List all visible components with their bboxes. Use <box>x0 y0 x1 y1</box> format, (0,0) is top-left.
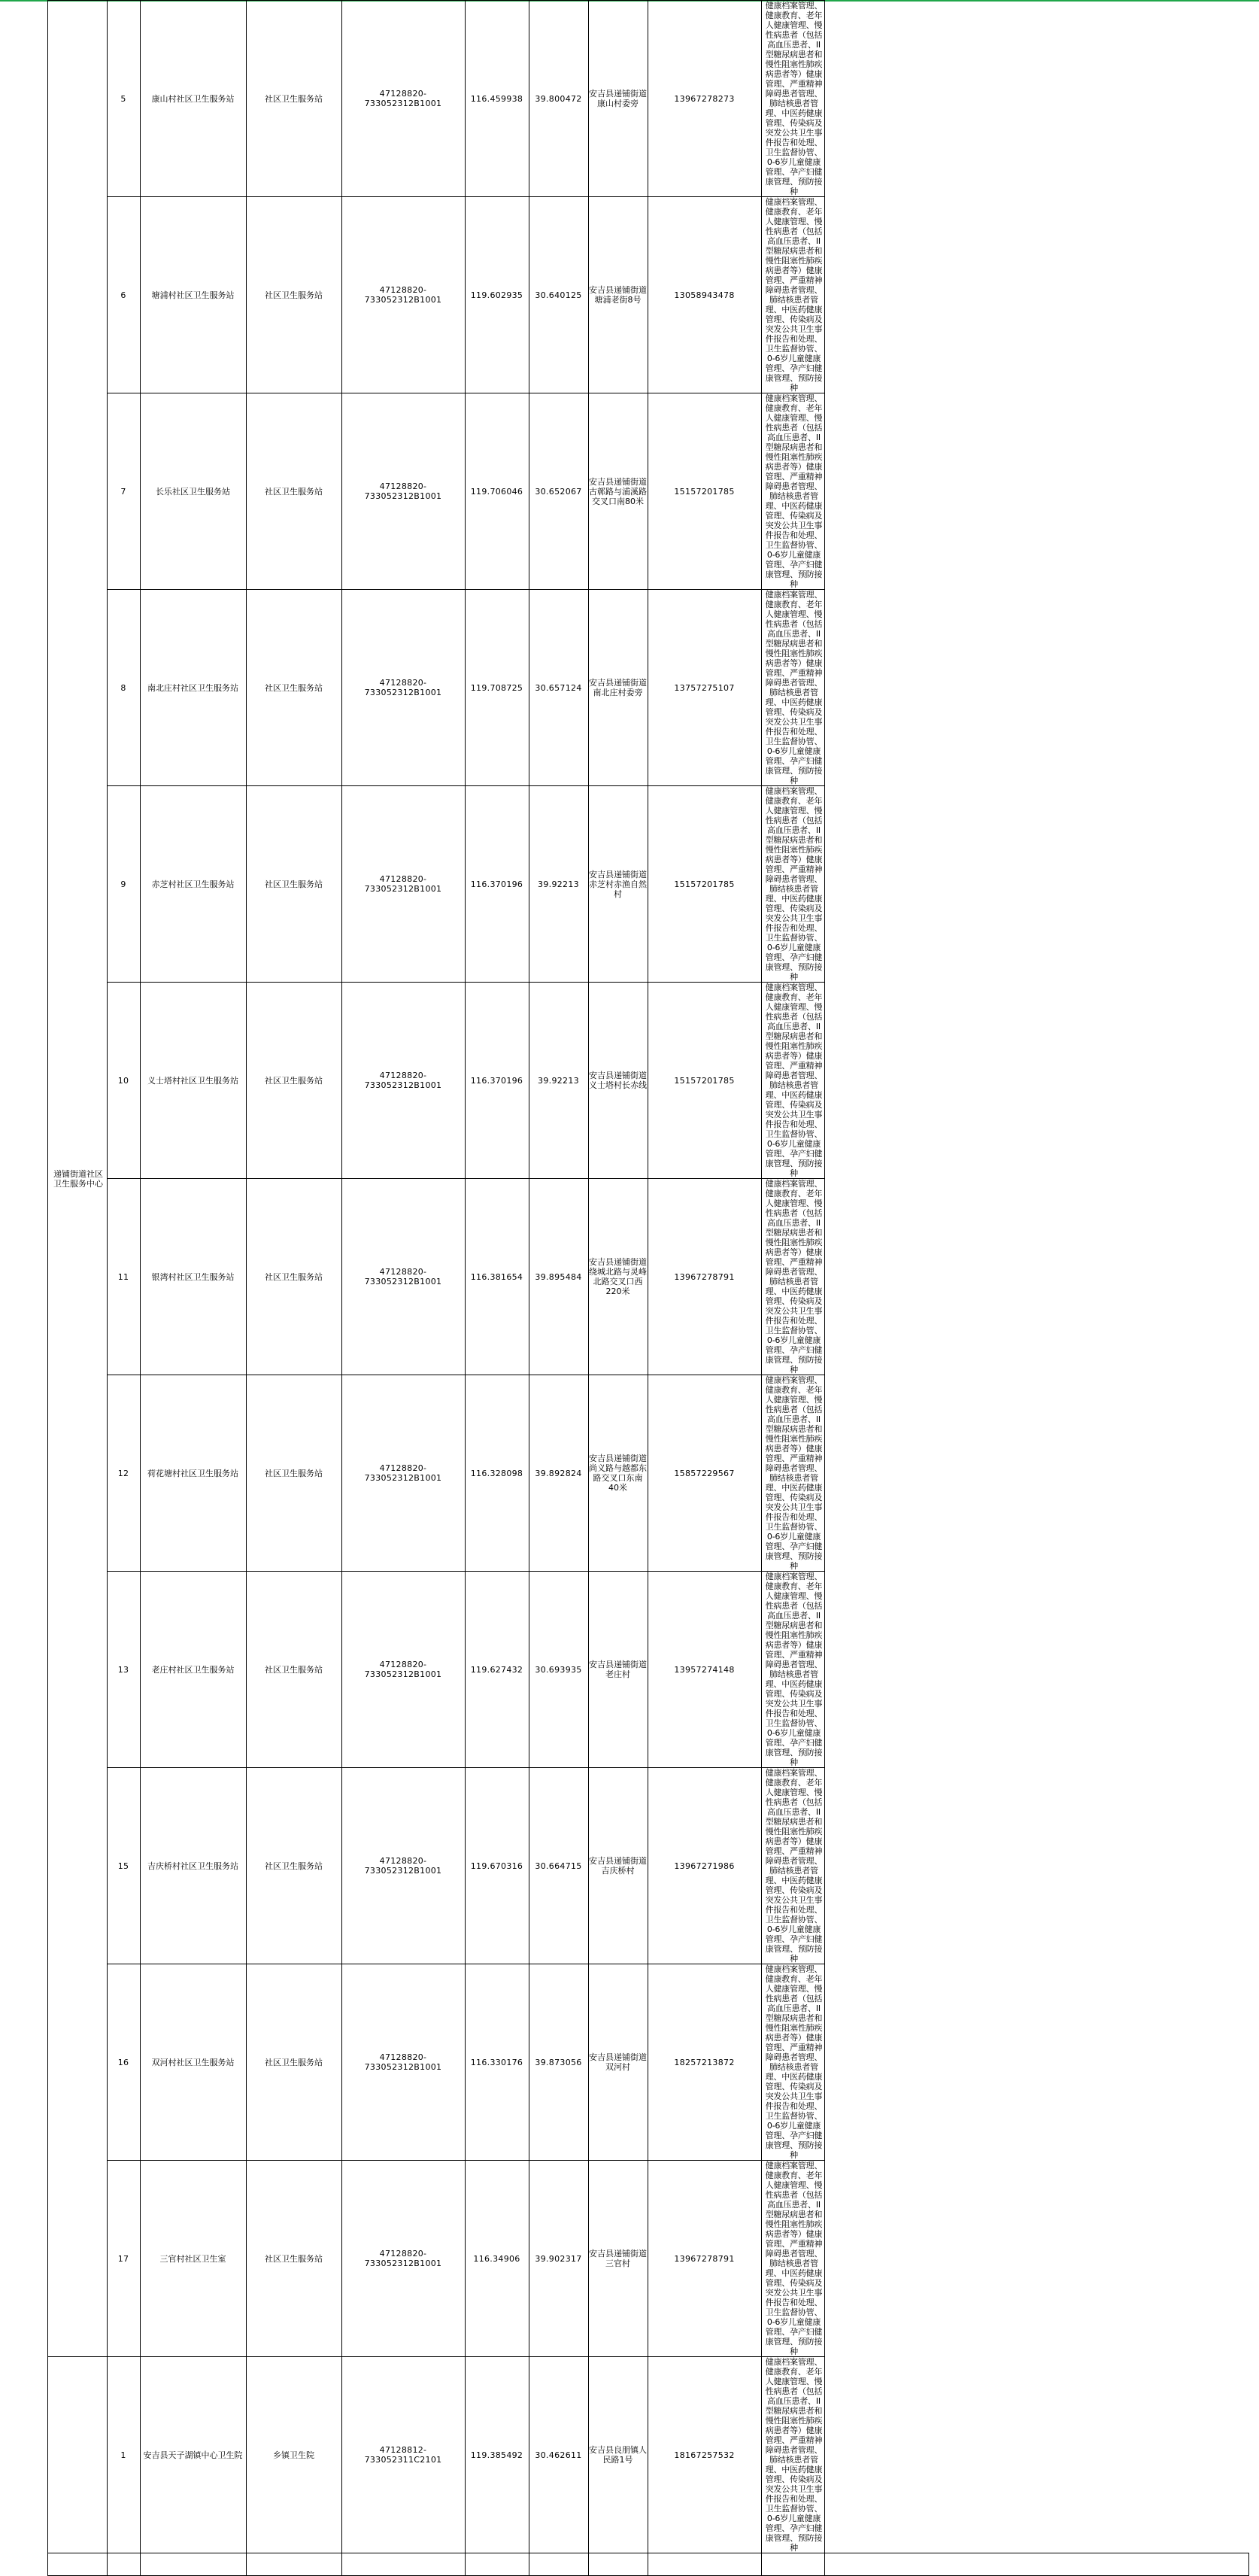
cell-longitude: 119.385492 <box>465 2357 529 2553</box>
cell-longitude: 116.459938 <box>465 1 529 197</box>
row-gutter <box>0 2357 47 2553</box>
cell-type: 社区卫生服务站 <box>246 786 341 983</box>
table-row <box>0 197 1248 393</box>
cell-no: 13 <box>107 1572 140 1768</box>
cell-service-scope: 健康档案管理、健康教育、老年人健康管理、慢性病患者（包括高血压患者、II型糖尿病患者和慢性阻塞性肺疾病患者等）健康管理、严重精神障碍患者管理、肺结核患者管理、中医药健康管理、传染病及突发公共卫生事件报告和处理、卫生监督协管、0-6岁儿童健康管理、孕产妇健康管理、预防接种 <box>761 1375 824 1572</box>
cell-code: 47128820-733052312B1001 <box>341 2161 465 2357</box>
cell-no: 9 <box>107 786 140 983</box>
cell-name: 赤芝村社区卫生服务站 <box>140 786 246 983</box>
row-gutter <box>0 2553 47 2576</box>
cell-type: 乡镇卫生院 <box>246 2357 341 2553</box>
cell-longitude: 119.627432 <box>465 1572 529 1768</box>
cell-phone: 15157201785 <box>648 393 761 590</box>
cell-name: 义士塔村社区卫生服务站 <box>140 983 246 1179</box>
cell-service-scope: 健康档案管理、健康教育、老年人健康管理、慢性病患者（包括高血压患者、II型糖尿病患者和慢性阻塞性肺疾病患者等）健康管理、严重精神障碍患者管理、肺结核患者管理、中医药健康管理、传染病及突发公共卫生事件报告和处理、卫生监督协管、0-6岁儿童健康管理、孕产妇健康管理、预防接种 <box>761 2357 824 2553</box>
cell-service-scope: 健康档案管理、健康教育、老年人健康管理、慢性病患者（包括高血压患者、II型糖尿病患者和慢性阻塞性肺疾病患者等）健康管理、严重精神障碍患者管理、肺结核患者管理、中医药健康管理、传染病及突发公共卫生事件报告和处理、卫生监督协管、0-6岁儿童健康管理、孕产妇健康管理、预防接种 <box>761 1 824 197</box>
cell-latitude: 39.92213 <box>529 786 588 983</box>
cell-no: 6 <box>107 197 140 393</box>
cell-name: 老庄村社区卫生服务站 <box>140 1572 246 1768</box>
cell-service-scope: 健康档案管理、健康教育、老年人健康管理、慢性病患者（包括高血压患者、II型糖尿病患者和慢性阻塞性肺疾病患者等）健康管理、严重精神障碍患者管理、肺结核患者管理、中医药健康管理、传染病及突发公共卫生事件报告和处理、卫生监督协管、0-6岁儿童健康管理、孕产妇健康管理、预防接种 <box>761 1768 824 1964</box>
cell-phone: 18167257532 <box>648 2357 761 2553</box>
cell-address: 安吉县递铺街道尚义路与越都东路交叉口东南40米 <box>588 1375 648 1572</box>
cell-latitude: 39.892824 <box>529 1375 588 1572</box>
empty-cell <box>140 2553 246 2576</box>
table-row <box>0 1375 1248 1572</box>
cell-code: 47128820-733052312B1001 <box>341 1179 465 1375</box>
cell-longitude: 116.370196 <box>465 983 529 1179</box>
cell-latitude: 30.640125 <box>529 197 588 393</box>
empty-cell <box>761 2553 824 2576</box>
cell-code: 47128820-733052312B1001 <box>341 393 465 590</box>
empty-cell <box>529 2553 588 2576</box>
cell-no: 15 <box>107 1768 140 1964</box>
cell-latitude: 30.693935 <box>529 1572 588 1768</box>
cell-no: 12 <box>107 1375 140 1572</box>
cell-service-scope: 健康档案管理、健康教育、老年人健康管理、慢性病患者（包括高血压患者、II型糖尿病患者和慢性阻塞性肺疾病患者等）健康管理、严重精神障碍患者管理、肺结核患者管理、中医药健康管理、传染病及突发公共卫生事件报告和处理、卫生监督协管、0-6岁儿童健康管理、孕产妇健康管理、预防接种 <box>761 2161 824 2357</box>
cell-no: 7 <box>107 393 140 590</box>
cell-name: 吉庆桥村社区卫生服务站 <box>140 1768 246 1964</box>
cell-code: 47128820-733052312B1001 <box>341 590 465 786</box>
cell-code: 47128820-733052312B1001 <box>341 786 465 983</box>
table-row <box>0 1572 1248 1768</box>
cell-address: 安吉县递铺街道吉庆桥村 <box>588 1768 648 1964</box>
cell-type: 社区卫生服务站 <box>246 1179 341 1375</box>
cell-type: 社区卫生服务站 <box>246 983 341 1179</box>
cell-longitude: 119.602935 <box>465 197 529 393</box>
group-label-cell: 递铺街道社区卫生服务中心 <box>47 1 107 2357</box>
empty-cell <box>246 2553 341 2576</box>
cell-address: 安吉县递铺街道三官村 <box>588 2161 648 2357</box>
cell-name: 双河村社区卫生服务站 <box>140 1964 246 2161</box>
cell-type: 社区卫生服务站 <box>246 590 341 786</box>
cell-service-scope: 健康档案管理、健康教育、老年人健康管理、慢性病患者（包括高血压患者、II型糖尿病患者和慢性阻塞性肺疾病患者等）健康管理、严重精神障碍患者管理、肺结核患者管理、中医药健康管理、传染病及突发公共卫生事件报告和处理、卫生监督协管、0-6岁儿童健康管理、孕产妇健康管理、预防接种 <box>761 197 824 393</box>
cell-address: 安吉县递铺街道义士塔村长赤线 <box>588 983 648 1179</box>
cell-latitude: 30.664715 <box>529 1768 588 1964</box>
table-row <box>0 786 1248 983</box>
cell-address: 安吉县递铺街道赤芝村赤渔自然村 <box>588 786 648 983</box>
table-row <box>0 2357 1248 2553</box>
cell-longitude: 116.34906 <box>465 2161 529 2357</box>
cell-type: 社区卫生服务站 <box>246 1375 341 1572</box>
row-gutter <box>0 1 47 2357</box>
table-row <box>0 2553 1248 2576</box>
table-row <box>0 2161 1248 2357</box>
cell-service-scope: 健康档案管理、健康教育、老年人健康管理、慢性病患者（包括高血压患者、II型糖尿病患者和慢性阻塞性肺疾病患者等）健康管理、严重精神障碍患者管理、肺结核患者管理、中医药健康管理、传染病及突发公共卫生事件报告和处理、卫生监督协管、0-6岁儿童健康管理、孕产妇健康管理、预防接种 <box>761 786 824 983</box>
empty-cell <box>824 2553 1248 2576</box>
table-row <box>0 1964 1248 2161</box>
cell-latitude: 30.652067 <box>529 393 588 590</box>
table-row <box>0 1768 1248 1964</box>
cell-phone: 13757275107 <box>648 590 761 786</box>
cell-longitude: 116.328098 <box>465 1375 529 1572</box>
cell-address: 安吉县良朋镇人民路1号 <box>588 2357 648 2553</box>
cell-latitude: 39.873056 <box>529 1964 588 2161</box>
cell-code: 47128820-733052312B1001 <box>341 197 465 393</box>
cell-service-scope: 健康档案管理、健康教育、老年人健康管理、慢性病患者（包括高血压患者、II型糖尿病患者和慢性阻塞性肺疾病患者等）健康管理、严重精神障碍患者管理、肺结核患者管理、中医药健康管理、传染病及突发公共卫生事件报告和处理、卫生监督协管、0-6岁儿童健康管理、孕产妇健康管理、预防接种 <box>761 590 824 786</box>
cell-phone: 18257213872 <box>648 1964 761 2161</box>
cell-code: 47128812-733052311C2101 <box>341 2357 465 2553</box>
cell-phone: 15157201785 <box>648 786 761 983</box>
cell-longitude: 116.381654 <box>465 1179 529 1375</box>
cell-longitude: 119.670316 <box>465 1768 529 1964</box>
empty-cell <box>588 2553 648 2576</box>
cell-no: 17 <box>107 2161 140 2357</box>
cell-phone: 13967278791 <box>648 2161 761 2357</box>
cell-type: 社区卫生服务站 <box>246 1964 341 2161</box>
table-row <box>0 1179 1248 1375</box>
cell-service-scope: 健康档案管理、健康教育、老年人健康管理、慢性病患者（包括高血压患者、II型糖尿病患者和慢性阻塞性肺疾病患者等）健康管理、严重精神障碍患者管理、肺结核患者管理、中医药健康管理、传染病及突发公共卫生事件报告和处理、卫生监督协管、0-6岁儿童健康管理、孕产妇健康管理、预防接种 <box>761 983 824 1179</box>
cell-type: 社区卫生服务站 <box>246 197 341 393</box>
cell-no: 8 <box>107 590 140 786</box>
cell-name: 安吉县天子湖镇中心卫生院 <box>140 2357 246 2553</box>
cell-latitude: 39.800472 <box>529 1 588 197</box>
cell-code: 47128820-733052312B1001 <box>341 983 465 1179</box>
cell-code: 47128820-733052312B1001 <box>341 1572 465 1768</box>
cell-address: 安吉县递铺街道南北庄村委旁 <box>588 590 648 786</box>
cell-code: 47128820-733052312B1001 <box>341 1375 465 1572</box>
cell-phone: 15857229567 <box>648 1375 761 1572</box>
cell-no: 10 <box>107 983 140 1179</box>
cell-type: 社区卫生服务站 <box>246 1768 341 1964</box>
cell-name: 塘浦村社区卫生服务站 <box>140 197 246 393</box>
cell-no: 16 <box>107 1964 140 2161</box>
cell-phone: 13058943478 <box>648 197 761 393</box>
cell-service-scope: 健康档案管理、健康教育、老年人健康管理、慢性病患者（包括高血压患者、II型糖尿病患者和慢性阻塞性肺疾病患者等）健康管理、严重精神障碍患者管理、肺结核患者管理、中医药健康管理、传染病及突发公共卫生事件报告和处理、卫生监督协管、0-6岁儿童健康管理、孕产妇健康管理、预防接种 <box>761 1572 824 1768</box>
cell-no: 11 <box>107 1179 140 1375</box>
cell-address: 安吉县递铺街道康山村委旁 <box>588 1 648 197</box>
cell-latitude: 30.657124 <box>529 590 588 786</box>
cell-no: 5 <box>107 1 140 197</box>
cell-phone: 13967278273 <box>648 1 761 197</box>
cell-longitude: 119.708725 <box>465 590 529 786</box>
cell-type: 社区卫生服务站 <box>246 2161 341 2357</box>
cell-type: 社区卫生服务站 <box>246 1572 341 1768</box>
cell-name: 荷花塘村社区卫生服务站 <box>140 1375 246 1572</box>
cell-name: 长乐社区卫生服务站 <box>140 393 246 590</box>
cell-service-scope: 健康档案管理、健康教育、老年人健康管理、慢性病患者（包括高血压患者、II型糖尿病患者和慢性阻塞性肺疾病患者等）健康管理、严重精神障碍患者管理、肺结核患者管理、中医药健康管理、传染病及突发公共卫生事件报告和处理、卫生监督协管、0-6岁儿童健康管理、孕产妇健康管理、预防接种 <box>761 1179 824 1375</box>
cell-code: 47128820-733052312B1001 <box>341 1768 465 1964</box>
cell-code: 47128820-733052312B1001 <box>341 1 465 197</box>
cell-phone: 15157201785 <box>648 983 761 1179</box>
cell-type: 社区卫生服务站 <box>246 393 341 590</box>
table-row <box>0 1 1248 197</box>
cell-phone: 13967278791 <box>648 1179 761 1375</box>
cell-latitude: 39.92213 <box>529 983 588 1179</box>
empty-cell <box>341 2553 465 2576</box>
cell-latitude: 39.895484 <box>529 1179 588 1375</box>
cell-address: 安吉县递铺街道老庄村 <box>588 1572 648 1768</box>
empty-cell <box>47 2553 107 2576</box>
cell-code: 47128820-733052312B1001 <box>341 1964 465 2161</box>
empty-cell <box>107 2553 140 2576</box>
cell-name: 三官村社区卫生室 <box>140 2161 246 2357</box>
empty-cell <box>465 2553 529 2576</box>
cell-phone: 13957274148 <box>648 1572 761 1768</box>
cell-address: 安吉县递铺街道塘浦老街8号 <box>588 197 648 393</box>
cell-no: 1 <box>107 2357 140 2553</box>
cell-name: 南北庄村社区卫生服务站 <box>140 590 246 786</box>
cell-service-scope: 健康档案管理、健康教育、老年人健康管理、慢性病患者（包括高血压患者、II型糖尿病患者和慢性阻塞性肺疾病患者等）健康管理、严重精神障碍患者管理、肺结核患者管理、中医药健康管理、传染病及突发公共卫生事件报告和处理、卫生监督协管、0-6岁儿童健康管理、孕产妇健康管理、预防接种 <box>761 1964 824 2161</box>
cell-address: 安吉县递铺街道双河村 <box>588 1964 648 2161</box>
cell-phone: 13967271986 <box>648 1768 761 1964</box>
cell-address: 安吉县递铺街道古鄣路与浦溪路交叉口南80米 <box>588 393 648 590</box>
cell-name: 康山村社区卫生服务站 <box>140 1 246 197</box>
cell-longitude: 116.330176 <box>465 1964 529 2161</box>
cell-type: 社区卫生服务站 <box>246 1 341 197</box>
cell-name: 银湾村社区卫生服务站 <box>140 1179 246 1375</box>
table-row <box>0 393 1248 590</box>
table-row <box>0 983 1248 1179</box>
cell-service-scope: 健康档案管理、健康教育、老年人健康管理、慢性病患者（包括高血压患者、II型糖尿病患者和慢性阻塞性肺疾病患者等）健康管理、严重精神障碍患者管理、肺结核患者管理、中医药健康管理、传染病及突发公共卫生事件报告和处理、卫生监督协管、0-6岁儿童健康管理、孕产妇健康管理、预防接种 <box>761 393 824 590</box>
cell-longitude: 119.706046 <box>465 393 529 590</box>
cell-address: 安吉县递铺街道绕城北路与灵峰北路交叉口西220米 <box>588 1179 648 1375</box>
group-label-cell <box>47 2357 107 2553</box>
cell-latitude: 39.902317 <box>529 2161 588 2357</box>
table-row <box>0 590 1248 786</box>
cell-latitude: 30.462611 <box>529 2357 588 2553</box>
cell-longitude: 116.370196 <box>465 786 529 983</box>
empty-cell <box>648 2553 761 2576</box>
